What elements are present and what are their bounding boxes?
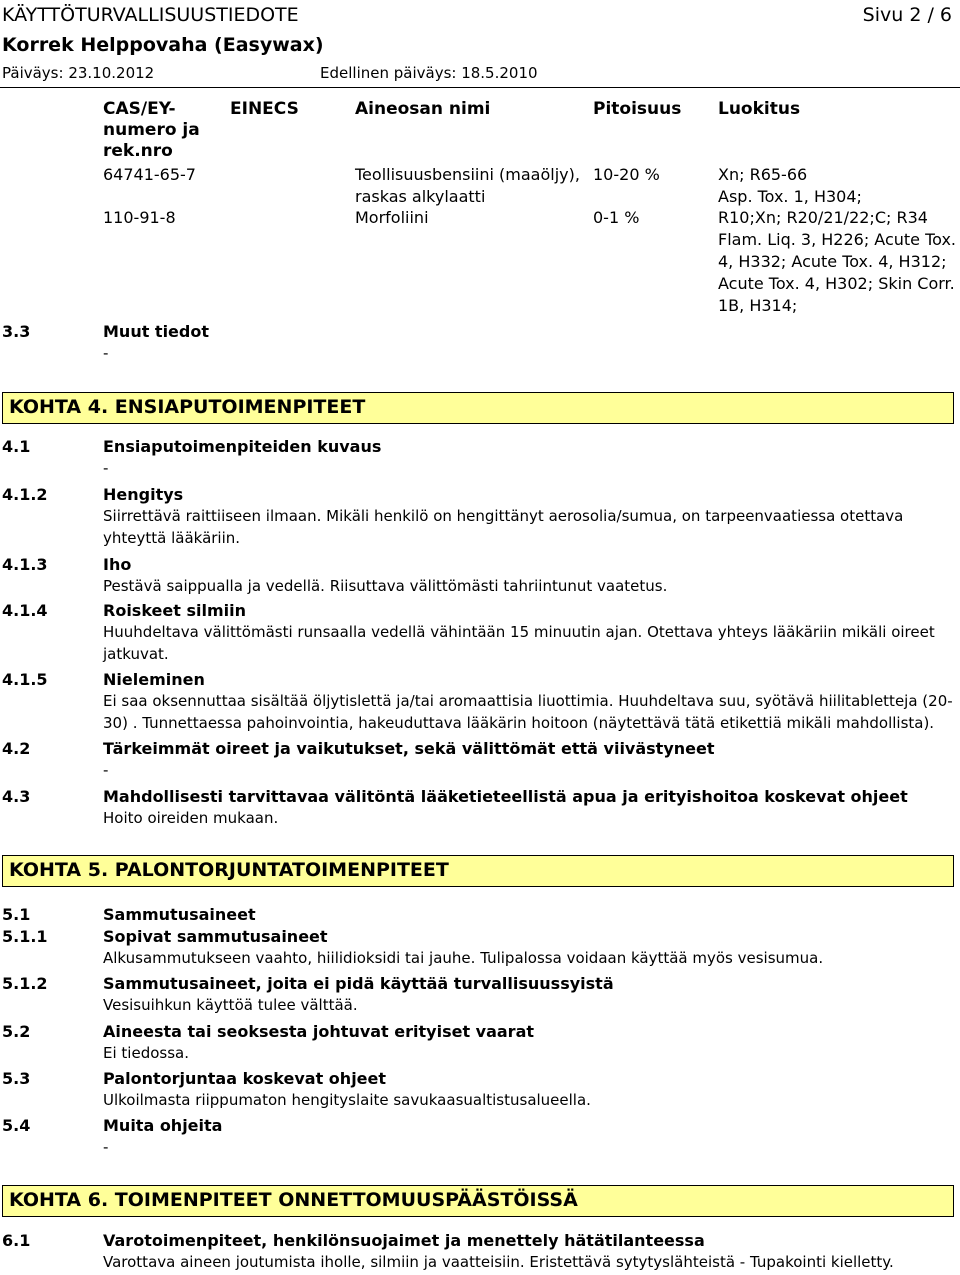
document-type: KÄYTTÖTURVALLISUUSTIEDOTE xyxy=(2,4,299,26)
subsection-number: 4.3 xyxy=(2,787,31,806)
cell-class: Xn; R65-66 Asp. Tox. 1, H304; xyxy=(718,165,862,206)
subsection-text: Huuhdeltava välittömästi runsaalla vedellä vähintään 15 minuutin ajan. Otettava yhteys lääkäriin mikäli oireet jatkuvat. xyxy=(103,623,935,663)
subsection-title: Roiskeet silmiin xyxy=(103,601,246,620)
subsection-title: Sammutusaineet, joita ei pidä käyttää turvallisuussyistä xyxy=(103,974,614,993)
subsection-text: - xyxy=(103,459,109,477)
subsection-title: Varotoimenpiteet, henkilönsuojaimet ja menettely hätätilanteessa xyxy=(103,1231,705,1250)
subsection-title: Iho xyxy=(103,555,132,574)
subsection-title: Nieleminen xyxy=(103,670,205,689)
section-5-heading xyxy=(2,855,954,887)
subsection-text: Vesisuihkun käyttöä tulee välttää. xyxy=(103,996,358,1014)
subsection-title: Sopivat sammutusaineet xyxy=(103,927,328,946)
subsection-title: Ensiaputoimenpiteiden kuvaus xyxy=(103,437,382,456)
page-number: Sivu 2 / 6 xyxy=(862,4,952,26)
col-header-cas: CAS/EY- numero ja rek.nro xyxy=(103,99,200,161)
subsection-number: 4.1.4 xyxy=(2,601,48,620)
product-name: Korrek Helppovaha (Easywax) xyxy=(2,34,324,56)
section-heading-text: KOHTA 5. PALONTORJUNTATOIMENPITEET xyxy=(9,859,449,881)
section-4-heading xyxy=(2,392,954,424)
cell-name: Teollisuusbensiini (maaöljy), raskas alkylaatti xyxy=(355,165,580,206)
subsection-text: Hoito oireiden mukaan. xyxy=(103,809,279,827)
issue-date: Päiväys: 23.10.2012 xyxy=(2,64,155,82)
subsection-title: Muita ohjeita xyxy=(103,1116,223,1135)
subsection-text: Varottava aineen joutumista iholle, silmiin ja vaatteisiin. Eristettävä sytytyslähteistä - Tupakointi kielletty. xyxy=(103,1253,894,1271)
subsection-number: 5.1 xyxy=(2,905,31,924)
subsection-number: 4.1.3 xyxy=(2,555,48,574)
section-text: - xyxy=(103,344,109,362)
cell-class: R10;Xn; R20/21/22;C; R34 Flam. Liq. 3, H226; Acute Tox. 4, H332; Acute Tox. 4, H312; Acute Tox. 4, H302; Skin Corr. 1B, H314; xyxy=(718,208,957,315)
subsection-title: Sammutusaineet xyxy=(103,905,256,924)
col-header-name: Aineosan nimi xyxy=(355,99,491,119)
subsection-number: 6.1 xyxy=(2,1231,31,1250)
subsection-number: 5.3 xyxy=(2,1069,31,1088)
subsection-number: 4.1 xyxy=(2,437,31,456)
cell-name: Morfoliini xyxy=(355,208,429,227)
cell-content: 10-20 % xyxy=(593,165,660,184)
col-header-class: Luokitus xyxy=(718,99,801,119)
subsection-title: Hengitys xyxy=(103,485,184,504)
subsection-text: Ei saa oksennuttaa sisältää öljytislettä ja/tai aromaattisia liuottimia. Huuhdeltava suu, syötävä hiilitabletteja (20-30) . Tunnettaessa pahoinvointia, hakeuduttava lääkärin hoitoon (näytettävä tätä etikettiä mikäli mahdollista). xyxy=(103,692,953,732)
header-divider xyxy=(0,87,960,88)
subsection-text: Pestävä saippualla ja vedellä. Riisuttava välittömästi tahriintunut vaatetus. xyxy=(103,577,668,595)
subsection-text: Siirrettävä raittiiseen ilmaan. Mikäli henkilö on hengittänyt aerosolia/sumua, on tarpeenvaatiessa otettava yhteyttä lääkäriin. xyxy=(103,507,904,547)
subsection-text: Ei tiedossa. xyxy=(103,1044,189,1062)
subsection-text: - xyxy=(103,761,109,779)
subsection-text: Ulkoilmasta riippumaton hengityslaite savukaasualtistusalueella. xyxy=(103,1091,591,1109)
subsection-title: Aineesta tai seoksesta johtuvat erityiset vaarat xyxy=(103,1022,535,1041)
subsection-number: 5.4 xyxy=(2,1116,31,1135)
subsection-number: 4.1.5 xyxy=(2,670,48,689)
subsection-title: Tärkeimmät oireet ja vaikutukset, sekä välittömät että viivästyneet xyxy=(103,739,715,758)
cell-content: 0-1 % xyxy=(593,208,640,227)
section-heading-text: KOHTA 4. ENSIAPUTOIMENPITEET xyxy=(9,396,366,418)
section-6-heading xyxy=(2,1185,954,1217)
subsection-number: 5.1.2 xyxy=(2,974,48,993)
section-number: 3.3 xyxy=(2,322,31,341)
section-title: Muut tiedot xyxy=(103,322,209,341)
subsection-number: 4.2 xyxy=(2,739,31,758)
col-header-einecs: EINECS xyxy=(230,99,299,119)
subsection-text: - xyxy=(103,1138,109,1156)
cell-cas: 110-91-8 xyxy=(103,208,176,227)
subsection-number: 4.1.2 xyxy=(2,485,48,504)
subsection-title: Mahdollisesti tarvittavaa välitöntä lääketieteellistä apua ja erityishoitoa koskevat ohjeet xyxy=(103,787,908,806)
section-heading-text: KOHTA 6. TOIMENPITEET ONNETTOMUUSPÄÄSTÖISSÄ xyxy=(9,1189,578,1211)
previous-date: Edellinen päiväys: 18.5.2010 xyxy=(320,64,538,82)
subsection-number: 5.1.1 xyxy=(2,927,48,946)
subsection-number: 5.2 xyxy=(2,1022,31,1041)
subsection-text: Alkusammutukseen vaahto, hiilidioksidi tai jauhe. Tulipalossa voidaan käyttää myös vesisumua. xyxy=(103,949,824,967)
cell-cas: 64741-65-7 xyxy=(103,165,196,184)
subsection-title: Palontorjuntaa koskevat ohjeet xyxy=(103,1069,387,1088)
col-header-content: Pitoisuus xyxy=(593,99,682,119)
